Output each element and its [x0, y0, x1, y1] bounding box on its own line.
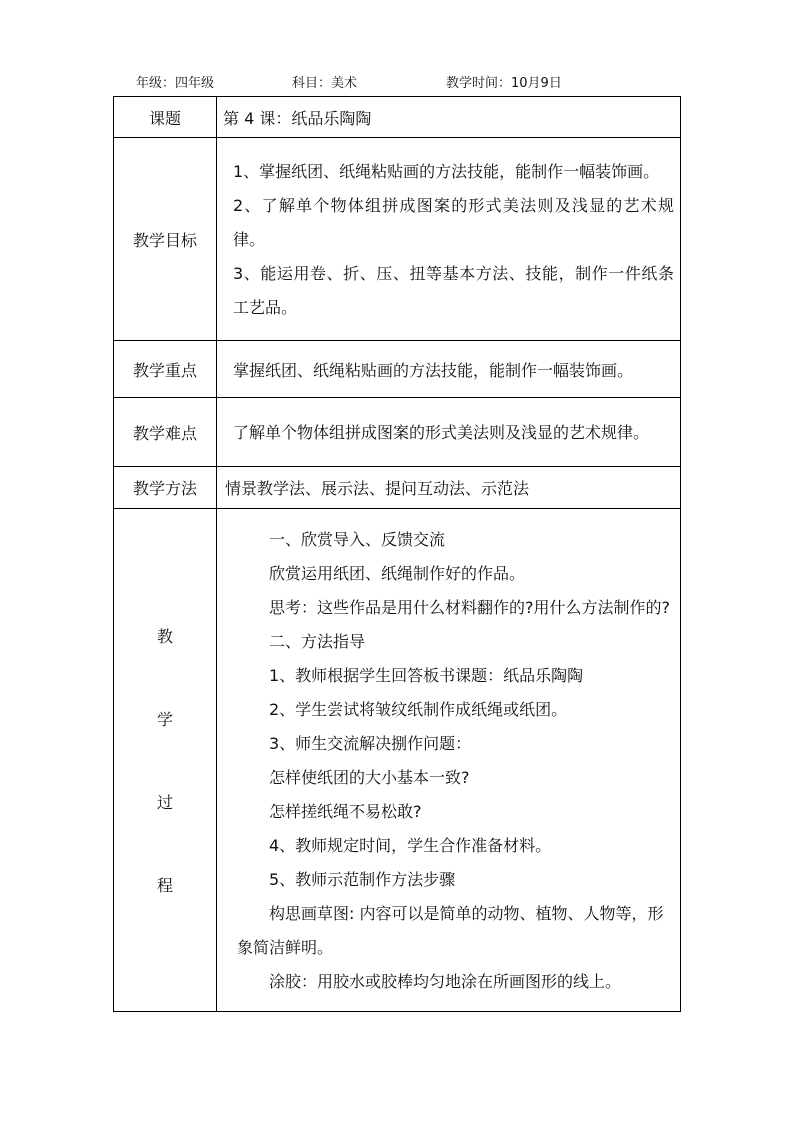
process-cell: [217, 509, 681, 1012]
process-char-4: 程: [156, 876, 173, 895]
method-cell: [217, 467, 681, 509]
title-label: 课题: [114, 97, 217, 138]
process-line: 5、教师示范制作方法步骤: [269, 870, 456, 889]
diff-value: 了解单个物体组拼成图案的形式美法则及浅显的艺术规律。: [233, 423, 650, 442]
process-line: 思考：这些作品是用什么材料翻作的?用什么方法制作的?: [269, 598, 670, 617]
process-label: [114, 509, 217, 1012]
method-label: 教学方法: [114, 467, 217, 509]
process-line: 一、欣赏导入、反馈交流: [269, 530, 446, 549]
process-line: 欣赏运用纸团、纸绳制作好的作品。: [269, 564, 526, 583]
goal-cell: [217, 138, 681, 341]
process-line: 2、学生尝试将皱纹纸制作成纸绳或纸团。: [269, 700, 568, 719]
process-char-3: 过: [156, 793, 173, 812]
lesson-plan-table: [113, 96, 681, 1012]
key-cell: [217, 341, 681, 398]
process-char-2: 学: [156, 710, 173, 729]
goal-item-2: 2、了解单个物体组拼成图案的形式美法则及浅显的艺术规律。: [233, 196, 674, 249]
subject-label: 科目：美术: [292, 76, 358, 91]
grade-label: 年级：四年级: [136, 76, 215, 91]
title-cell: [217, 97, 681, 138]
process-line: 1、教师根据学生回答板书课题：纸品乐陶陶: [269, 666, 584, 685]
row-difficulties: [114, 398, 681, 467]
diff-cell: [217, 398, 681, 467]
key-label: 教学重点: [114, 341, 217, 398]
row-key-points: [114, 341, 681, 398]
process-char-1: 教: [156, 627, 173, 646]
row-title: [114, 97, 681, 138]
process-line: 4、教师规定时间，学生合作准备材料。: [269, 836, 552, 855]
row-methods: [114, 467, 681, 509]
diff-label: 教学难点: [114, 398, 217, 467]
process-line: 涂胶：用胶水或胶棒均匀地涂在所画图形的线上。: [269, 972, 622, 991]
process-line: 怎样搓纸绳不易松敢?: [269, 802, 422, 821]
key-value: 掌握纸团、纸绳粘贴画的方法技能，能制作一幅装饰画。: [233, 360, 634, 380]
row-process: [114, 509, 681, 1012]
row-goals: [114, 138, 681, 341]
date-label: 教学时间：10月9日: [446, 76, 562, 91]
goal-item-1: 1、掌握纸团、纸绳粘贴画的方法技能，能制作一幅装饰画。: [233, 162, 660, 181]
title-value: 第 4 课：纸品乐陶陶: [223, 108, 372, 128]
process-line: 二、方法指导: [269, 632, 366, 651]
goal-item-3: 3、能运用卷、折、压、扭等基本方法、技能，制作一件纸条工艺品。: [233, 264, 674, 317]
process-line: 构思画草图: 内容可以是简单的动物、植物、人物等，形象简洁鲜明。: [237, 904, 664, 957]
process-line: 3、师生交流解决捌作问题：: [269, 734, 472, 753]
goal-label: 教学目标: [114, 138, 217, 341]
method-value: 情景教学法、展示法、提问互动法、示范法: [225, 479, 530, 498]
process-line: 怎样使纸团的大小基本一致?: [269, 768, 470, 787]
